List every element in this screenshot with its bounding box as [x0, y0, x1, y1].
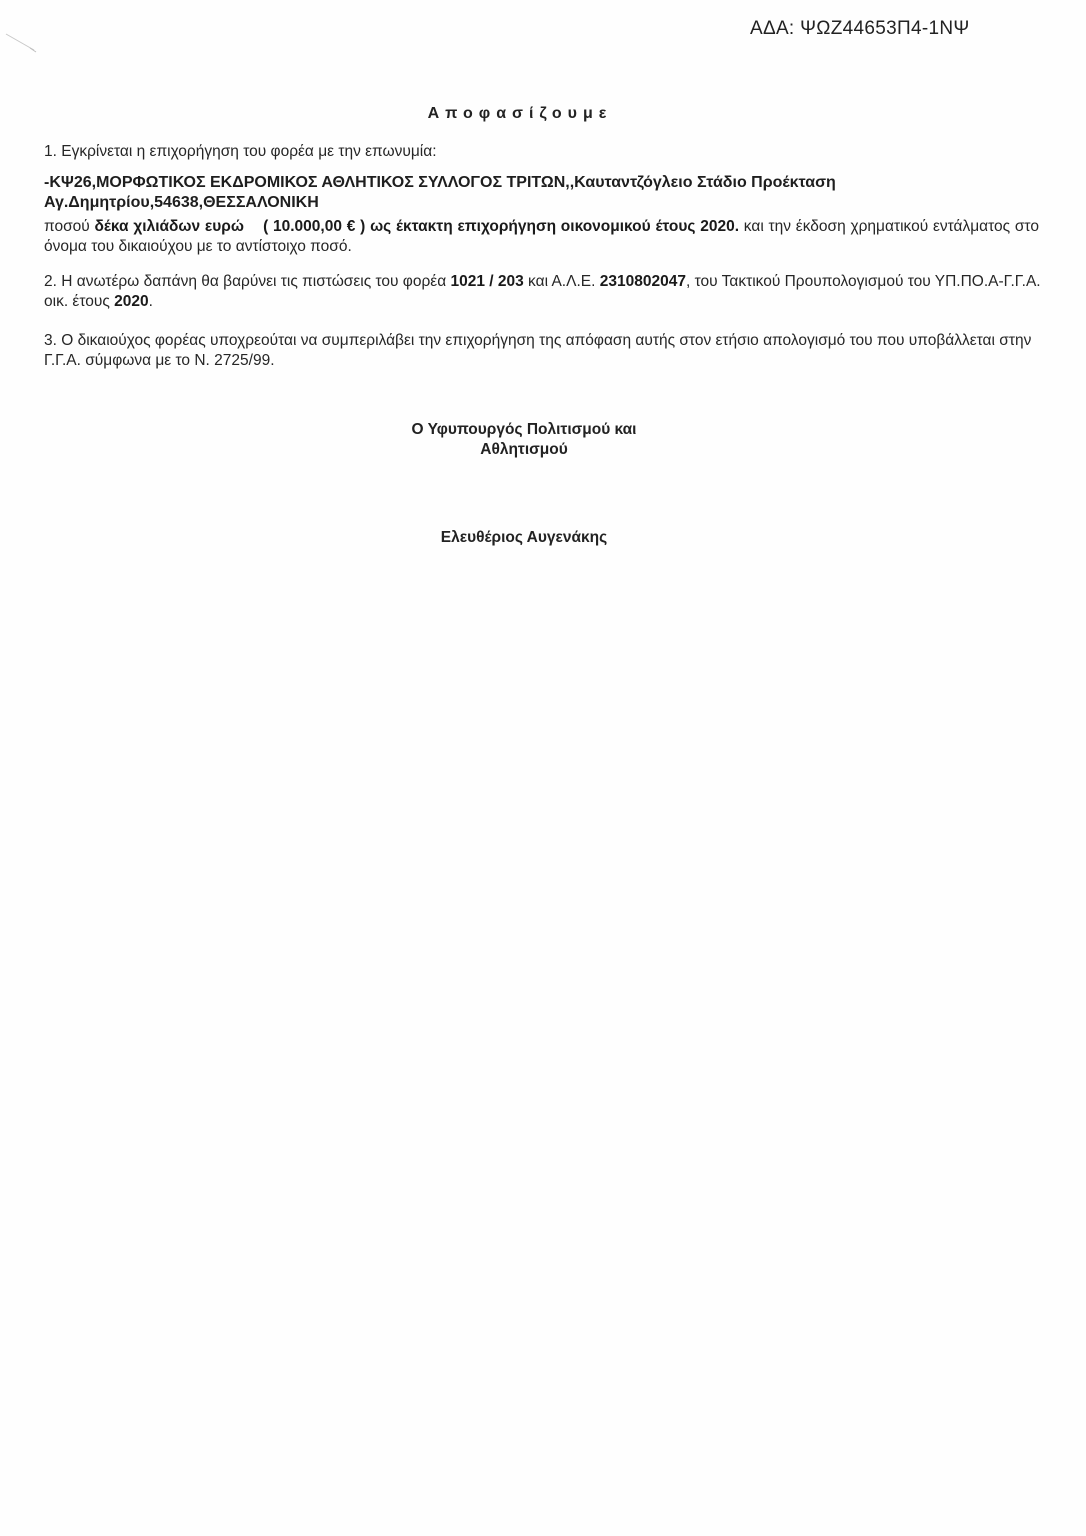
item-2-prefix: 2. Η ανωτέρω δαπάνη θα βαρύνει τις πιστώσεις του φορέα: [44, 273, 451, 290]
organization-line-2: Αγ.Δημητρίου,54638,ΘΕΣΣΑΛΟΝΙΚΗ: [44, 194, 319, 211]
signer-title-line-2: Αθλητισμού: [480, 441, 568, 458]
ale-code: 2310802047: [599, 273, 686, 290]
item-2-mid: και Α.Λ.Ε.: [523, 273, 600, 290]
item-3-paragraph: 3. Ο δικαιούχος φορέας υποχρεούται να συμπεριλάβει την επιχορήγηση της απόφαση αυτής στον ετήσιο απολογισμό του που υποβάλλεται στην Γ.Γ.Α. σύμφωνα με το Ν. 2725/99.: [44, 332, 1032, 369]
amount-type: ως έκτακτη επιχορήγηση οικονομικού έτους 2020.: [370, 218, 740, 235]
item-2-paragraph: [44, 272, 1060, 312]
amount-rest: και την έκδοση χρηματικού εντάλματος στο όνομα του δικαιούχου με το αντίστοιχο ποσό.: [44, 218, 1039, 255]
amount-figure: ( 10.000,00 € ): [263, 218, 366, 235]
budget-year: 2020: [114, 293, 149, 310]
organization-name: [44, 173, 1048, 213]
item-2-end: .: [148, 293, 153, 310]
grant-amount-paragraph: [44, 217, 1039, 257]
signer-name: Ελευθέριος Αυγενάκης: [440, 529, 608, 546]
item-2-rest: , του Τακτικού Προυπολογισμού του ΥΠ.ΠΟ.Α-Γ.Γ.Α. οικ. έτους: [44, 273, 1041, 310]
signer-title-line-1: Ο Υφυπουργός Πολιτισμού και: [411, 421, 637, 438]
organization-line-1: -ΚΨ26,ΜΟΡΦΩΤΙΚΟΣ ΕΚΔΡΟΜΙΚΟΣ ΑΘΛΗΤΙΚΟΣ ΣΥΛΛΟΓΟΣ ΤΡΙΤΩΝ,,Καυταντζόγλειο Στάδιο Προέκταση: [44, 174, 836, 191]
item-1-intro: 1. Εγκρίνεται η επιχορήγηση του φορέα με την επωνυμία:: [44, 143, 437, 160]
amount-words: δέκα χιλιάδων ευρώ: [94, 218, 244, 235]
amount-prefix: ποσού: [44, 218, 95, 235]
decision-heading: Αποφασίζουμε: [427, 105, 613, 122]
scan-artifact-mark: [4, 32, 38, 54]
ada-code: ΑΔΑ: ΨΩΖ44653Π4-1ΝΨ: [750, 18, 970, 39]
budget-code: 1021 / 203: [450, 273, 524, 290]
signer-title: [300, 420, 748, 460]
